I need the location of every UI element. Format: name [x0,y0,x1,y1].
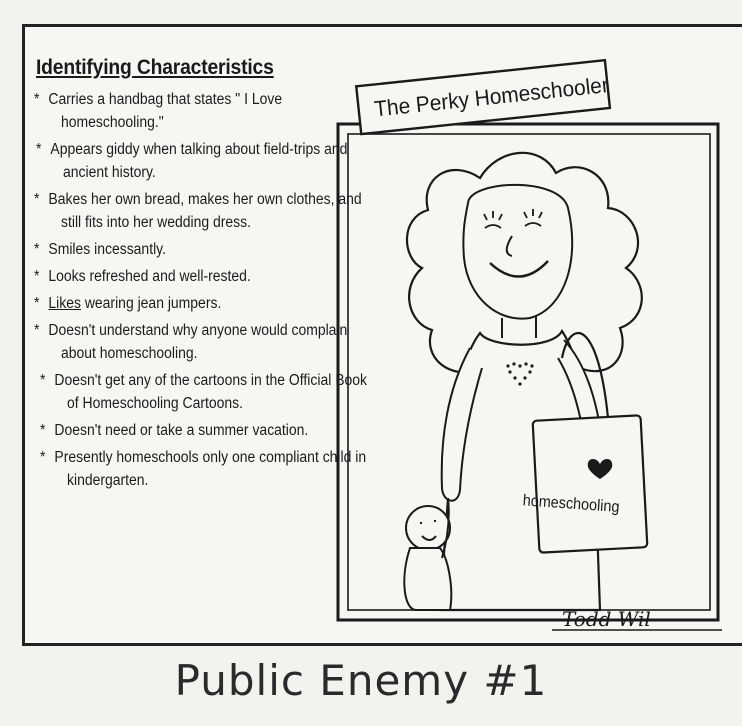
list-item-text: Looks refreshed and well-rested. [48,268,251,285]
face [463,185,572,319]
list-item [34,265,367,288]
list-item [34,319,367,365]
bullet: * [36,141,42,158]
list-item-text: Doesn't understand why anyone would complain about homeschooling. [48,322,348,362]
caption: Public Enemy #1 [174,656,548,705]
cartoon-title: The Perky Homeschooler [373,72,610,122]
handbag [533,415,648,552]
bullet: * [34,322,40,339]
list-item [40,446,373,492]
list-item-text: Doesn't need or take a summer vacation. [54,422,309,439]
list-item [36,138,369,184]
list-item-text: Doesn't get any of the cartoons in the Official Book of Homeschooling Cartoons. [54,372,367,412]
bullet: * [40,372,46,389]
signature-text: Todd Wil [562,607,651,631]
bullet: * [34,91,40,108]
list-item-text: Smiles incessantly. [48,241,166,258]
list-item [34,188,367,234]
list-item [34,88,367,134]
list-item [34,292,367,315]
heading: Identifying Characteristics [36,56,274,79]
list-item [40,369,373,415]
bullet: * [34,295,40,312]
characteristics-list [34,88,367,496]
list-item-text: Bakes her own bread, makes her own clothes, and still fits into her wedding dress. [48,191,362,231]
list-item [40,419,373,442]
list-item-text: Carries a handbag that states " I Love homeschooling." [48,91,283,131]
bullet: * [40,422,46,439]
bullet: * [34,268,40,285]
list-item-underlined-word: Likes [48,295,81,312]
bag-text: homeschooling [522,491,621,517]
list-item-text: wearing jean jumpers. [80,295,222,312]
bullet: * [34,241,40,258]
child [404,498,451,610]
bullet: * [40,449,46,466]
perky-homeschooler-cartoon [330,72,722,638]
list-item-text: Appears giddy when talking about field-trips and ancient history. [50,141,348,181]
bullet: * [34,191,40,208]
list-item-text: Presently homeschools only one compliant child in kindergarten. [54,449,367,489]
list-item [34,238,367,261]
